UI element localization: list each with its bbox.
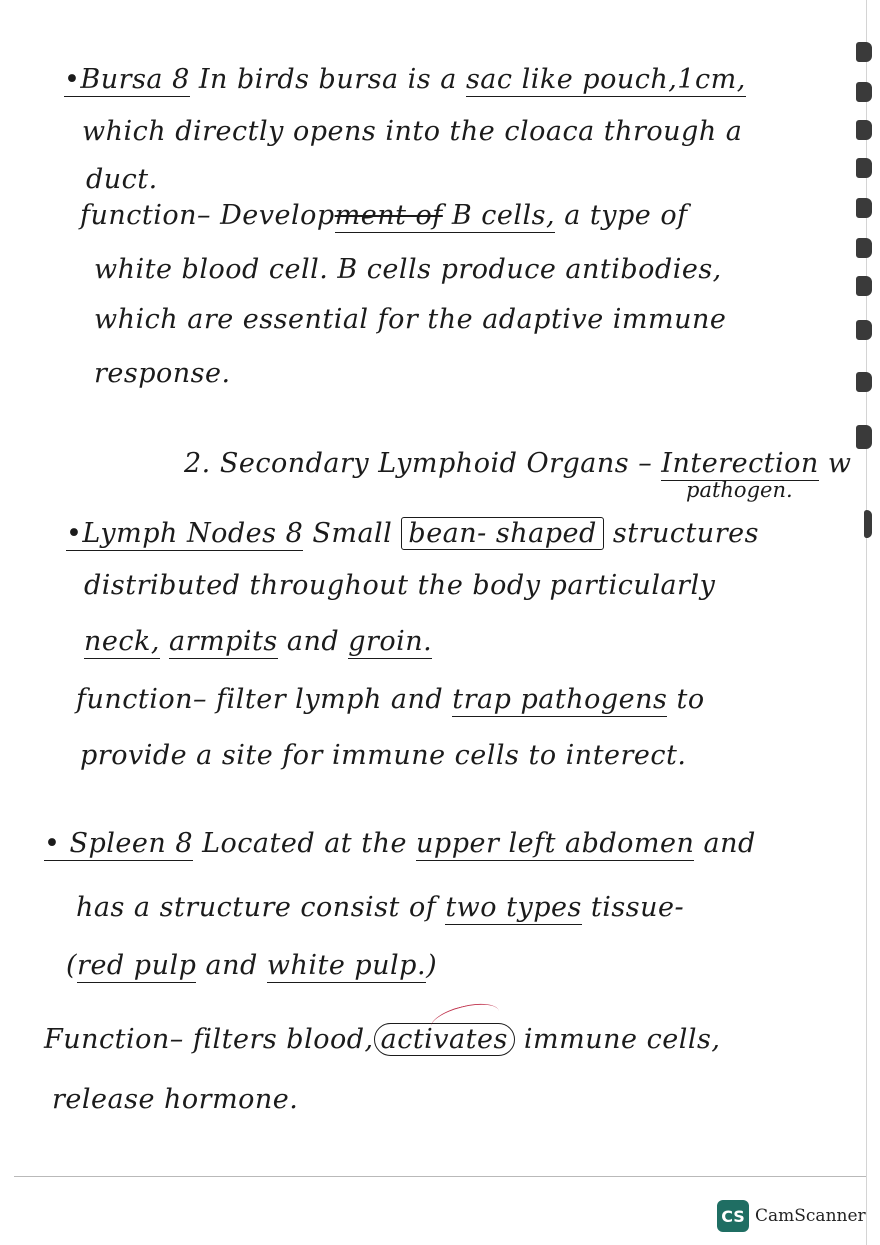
spleen-two-types: two types: [445, 892, 582, 923]
spleen-tissue: tissue-: [581, 892, 685, 923]
bursa-function-1: [80, 200, 688, 231]
spleen-function-text: Function– filters blood,: [44, 1024, 374, 1055]
secondary-heading: [184, 448, 852, 479]
lymph-space: [160, 626, 169, 657]
lymph-line-1: [66, 518, 759, 549]
bursa-line-2: which directly opens into the cloaca through a: [82, 116, 743, 147]
lymph-text-2: structures: [603, 518, 759, 549]
lymph-title: •Lymph Nodes 8: [66, 518, 304, 549]
bursa-function-3: which are essential for the adaptive immune: [94, 304, 727, 335]
bursa-text: In birds bursa is a: [198, 64, 466, 95]
secondary-heading-tail: w: [818, 448, 852, 479]
paren-close: ): [426, 950, 438, 981]
lymph-function-1: [76, 684, 705, 715]
binder-ring: [856, 320, 872, 340]
camscanner-watermark: [717, 1200, 866, 1232]
camscanner-logo: CS: [717, 1200, 749, 1232]
spleen-location-underlined: upper left abdomen: [416, 828, 695, 859]
binder-ring: [856, 198, 872, 218]
binder-ring: [856, 158, 872, 178]
lymph-and: and: [277, 626, 349, 657]
lymph-text: Small: [303, 518, 402, 549]
spleen-title: • Spleen 8: [44, 828, 194, 859]
spleen-line-2: [76, 892, 684, 923]
paren-open: (: [66, 950, 78, 981]
secondary-heading-text: 2. Secondary Lymphoid Organs –: [184, 448, 662, 479]
spleen-red-pulp: red pulp: [77, 950, 197, 981]
lymph-line-3: [84, 626, 432, 657]
lymph-groin: groin.: [348, 626, 433, 657]
bursa-function-2: white blood cell. B cells produce antibodies,: [94, 254, 722, 285]
binder-ring: [856, 276, 872, 296]
spleen-line-3: [66, 950, 437, 981]
binder-ring: [856, 238, 872, 258]
lymph-function-underlined: trap pathogens: [452, 684, 668, 715]
bursa-function-text: a type of: [555, 200, 688, 231]
lymph-function-text: function– filter lymph and: [76, 684, 453, 715]
binder-ring: [856, 82, 872, 102]
spleen-structure-text: has a structure consist of: [76, 892, 446, 923]
page-bottom-rule: [14, 1176, 866, 1177]
lymph-function-2: provide a site for immune cells to interect.: [80, 740, 687, 771]
spleen-and: and: [196, 950, 267, 981]
binder-ring: [856, 42, 872, 62]
bursa-line-3: duct.: [86, 164, 158, 195]
bursa-function-4: response.: [94, 358, 231, 389]
spleen-function-1: [44, 1024, 720, 1055]
spleen-circled-activates: activates: [374, 1023, 515, 1056]
spleen-text-2: and: [694, 828, 756, 859]
lymph-neck: neck,: [84, 626, 160, 657]
lymph-boxed-text: bean- shaped: [401, 517, 603, 550]
lymph-armpits: armpits: [169, 626, 278, 657]
bursa-function-strike: ment of: [334, 200, 443, 231]
spleen-function-2: release hormone.: [52, 1084, 299, 1115]
binder-rings: [852, 20, 872, 1190]
binder-ring: [856, 120, 872, 140]
bursa-line-1: [64, 64, 746, 95]
bursa-function-label: function– Develop: [80, 200, 335, 231]
lymph-line-2: distributed throughout the body particularly: [84, 570, 716, 601]
secondary-heading-underlined: Interection: [661, 448, 819, 479]
binder-ring: [856, 425, 872, 449]
secondary-note: pathogen.: [686, 478, 793, 502]
bursa-sac-underlined: sac like pouch,1cm,: [465, 64, 746, 95]
spleen-text: Located at the: [193, 828, 417, 859]
binder-ring: [864, 510, 872, 538]
bursa-function-bcells: B cells,: [442, 200, 556, 231]
lymph-function-tail: to: [667, 684, 705, 715]
spleen-white-pulp: white pulp.: [266, 950, 427, 981]
spleen-line-1: [44, 828, 756, 859]
bursa-title: •Bursa 8: [64, 64, 190, 95]
camscanner-text: CamScanner: [755, 1206, 866, 1226]
spleen-function-tail: immune cells,: [514, 1024, 721, 1055]
binder-ring: [856, 372, 872, 392]
